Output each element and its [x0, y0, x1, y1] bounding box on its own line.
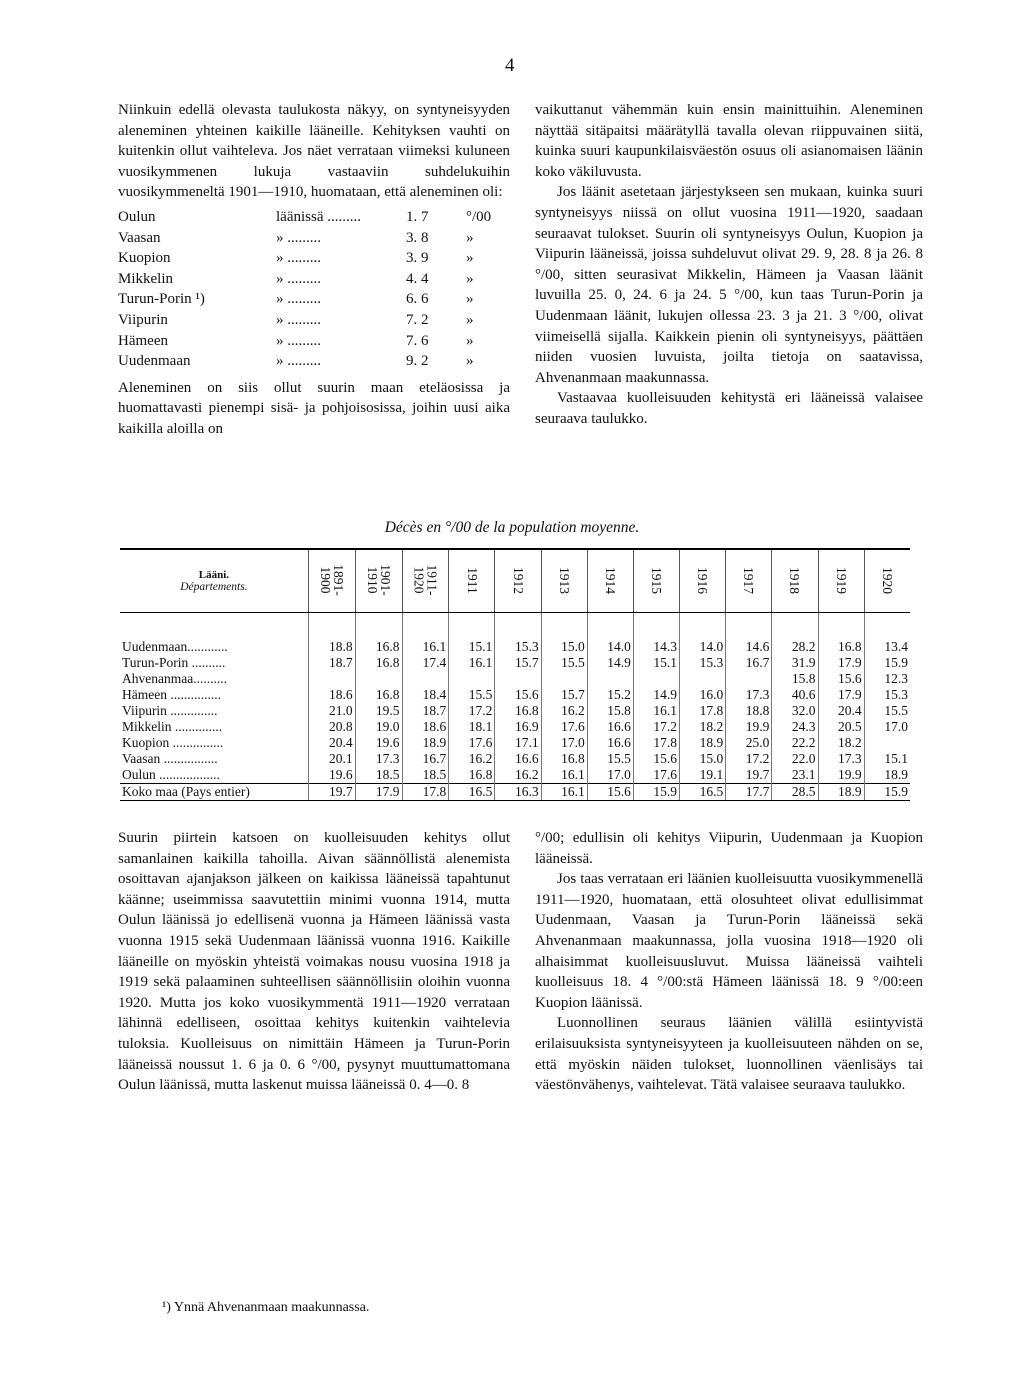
table-cell: 15.0	[680, 751, 726, 767]
table-cell	[355, 671, 402, 687]
row-label: Turun-Porin ..........	[122, 655, 226, 670]
table-row	[120, 751, 910, 767]
header-lani	[120, 549, 308, 613]
decline-desc: » .........	[276, 332, 321, 349]
table-cell: 12.3	[864, 671, 910, 687]
table-cell: 19.7	[308, 784, 355, 801]
table-cell: 40.6	[772, 687, 818, 703]
row-label: Ahvenanmaa..........	[122, 671, 227, 686]
column-header	[495, 549, 541, 613]
column-header-label: 1914	[602, 567, 618, 594]
column-header-label: 1917	[741, 567, 757, 594]
table-cell: 17.6	[541, 719, 587, 735]
table-cell: 13.4	[864, 613, 910, 656]
table-cell: 16.1	[541, 784, 587, 801]
table-cell: 22.0	[772, 751, 818, 767]
table-cell: 15.6	[587, 784, 633, 801]
table-row	[120, 784, 910, 801]
table-cell: 16.5	[680, 784, 726, 801]
table-cell: 16.6	[495, 751, 541, 767]
row-label: Uudenmaan............	[122, 639, 228, 654]
decline-value: 4. 4	[406, 270, 429, 287]
header-lani-label: Lääni.	[198, 569, 230, 581]
table-cell	[633, 671, 679, 687]
table-cell: 19.6	[308, 767, 355, 784]
column-header-label: 1911	[464, 567, 480, 594]
decline-unit: »	[466, 332, 474, 349]
decline-desc: » .........	[276, 353, 321, 370]
column-header	[772, 549, 818, 613]
table-cell: 14.9	[633, 687, 679, 703]
paragraph: Vastaavaa kuolleisuuden kehitystä eri lääneissä valaisee seuraava taulukko.	[535, 390, 923, 427]
table-cell: 15.6	[818, 671, 864, 687]
table-cell: 16.8	[355, 655, 402, 671]
table-cell: 16.2	[449, 751, 495, 767]
decline-value: 9. 2	[406, 353, 429, 370]
row-label: Kuopion ...............	[122, 735, 224, 750]
table-row	[120, 703, 910, 719]
decline-value: 7. 6	[406, 332, 429, 349]
table-cell: 19.0	[355, 719, 402, 735]
column-header-label: 1915	[648, 567, 664, 594]
column-header	[818, 549, 864, 613]
table-cell: 17.4	[402, 655, 449, 671]
table-cell: 15.5	[449, 687, 495, 703]
table-cell	[402, 671, 449, 687]
column-3	[118, 828, 510, 1096]
table-cell: 18.7	[308, 655, 355, 671]
table-cell: 16.8	[355, 687, 402, 703]
decline-name: Kuopion	[118, 250, 171, 267]
decline-unit: »	[466, 353, 474, 370]
column-header	[402, 549, 449, 613]
table-cell: 28.5	[772, 784, 818, 801]
table-cell: 14.9	[587, 655, 633, 671]
table-cell: 15.5	[541, 655, 587, 671]
table-cell: 19.5	[355, 703, 402, 719]
table-cell: 15.7	[495, 655, 541, 671]
table-cell: 25.0	[726, 735, 772, 751]
paragraph: Jos taas verrataan eri läänien kuolleisuutta vuosikymmenellä 1911—1920, huomataan, että olosuhteet olivat edullisimmat Uudenmaan, Vaasan ja Turun-Porin lääneissä sekä Ahvenanmaan maakunnassa, jolla vuosina 1918—1920 oli alhaisimmat kuolleisuusluvut. Muissa lääneissä vaihteli kuolleisuus 18. 4 °/00:stä Hämeen läänissä 18. 9 °/00:een Kuopion läänissä.	[535, 871, 923, 1011]
decline-unit: »	[466, 250, 474, 267]
paragraph: °/00; edullisin oli kehitys Viipurin, Uudenmaan ja Kuopion lääneissä.	[535, 830, 923, 867]
table-cell: 19.7	[726, 767, 772, 784]
decline-name: Viipurin	[118, 311, 168, 328]
table-cell: 15.3	[680, 655, 726, 671]
table-cell: 20.4	[308, 735, 355, 751]
table-cell	[541, 671, 587, 687]
table-row	[120, 719, 910, 735]
column-header-label: 1911- 1920	[411, 564, 440, 596]
table-cell: 17.8	[680, 703, 726, 719]
decline-unit: »	[466, 291, 474, 308]
table-cell: 15.5	[587, 751, 633, 767]
table-row	[120, 687, 910, 703]
table-cell: 16.6	[587, 719, 633, 735]
table-cell: 16.7	[402, 751, 449, 767]
table-cell: 17.2	[449, 703, 495, 719]
table-cell: 15.9	[633, 784, 679, 801]
table-cell: 18.2	[818, 735, 864, 751]
table-cell: 14.0	[680, 613, 726, 656]
decline-desc: » .........	[276, 311, 321, 328]
table-cell: 16.8	[355, 613, 402, 656]
table-cell: 19.9	[726, 719, 772, 735]
table-cell: 15.7	[541, 687, 587, 703]
table-cell: 16.5	[449, 784, 495, 801]
table-cell: 20.1	[308, 751, 355, 767]
table-cell: 18.9	[402, 735, 449, 751]
row-label: Koko maa (Pays entier)	[120, 784, 308, 801]
decline-row	[118, 289, 510, 310]
table-cell: 17.0	[541, 735, 587, 751]
table-cell: 16.2	[541, 703, 587, 719]
column-header-label: 1901- 1910	[364, 564, 393, 596]
paragraph: Jos läänit asetetaan järjestykseen sen mukaan, kuinka suuri syntyneisyys niissä on ollut vuosina 1911—1920, saadaan seuraavat tulokset. Suurin oli syntyneisyys Oulun, Kuopion ja Viipurin lääneissä, joissa suhdeluvut olivat 29. 9, 28. 8 ja 26. 8 °/00, sitten seurasivat Mikkelin, Hämeen ja Vaasan läänit luvuilla 25. 0, 24. 6 ja 24. 5 °/00, kun taas Turun-Porin ja Uudenmaan läänit, lukujen ollessa 23. 3 ja 21. 3 °/00, olivat viimeisellä sijalla. Kaikkein pienin oli syntyneisyys, päättäen niiden vuosien luvuista, joilta tietoja on saatavissa, Ahvenanmaan maakunnassa.	[535, 184, 923, 386]
column-header	[541, 549, 587, 613]
decline-value: 7. 2	[406, 311, 429, 328]
table-caption: Décès en °/00 de la population moyenne.	[384, 519, 640, 536]
table-cell: 23.1	[772, 767, 818, 784]
decline-unit: »	[466, 311, 474, 328]
table-cell: 16.6	[587, 735, 633, 751]
table-cell: 20.4	[818, 703, 864, 719]
table-row	[120, 735, 910, 751]
decline-unit: °/00	[466, 208, 492, 225]
table-cell: 32.0	[772, 703, 818, 719]
row-label: Vaasan ................	[122, 751, 218, 766]
table-cell	[495, 671, 541, 687]
decline-row	[118, 248, 510, 269]
column-header	[308, 549, 355, 613]
table-cell: 16.3	[495, 784, 541, 801]
table-cell: 18.9	[680, 735, 726, 751]
table-cell: 19.6	[355, 735, 402, 751]
table-cell: 17.2	[633, 719, 679, 735]
table-cell: 20.8	[308, 719, 355, 735]
paragraph: Luonnollinen seuraus läänien välillä esiintyvistä erilaisuuksista syntyneisyyteen ja kuolleisuuteen nähden on se, että myöskin näiden tulokset, luonnollinen väenlisäys tai väestönvähenys, vaihtelevat. Tätä valaisee seuraava taulukko.	[535, 1015, 923, 1094]
table-cell	[680, 671, 726, 687]
table-cell: 31.9	[772, 655, 818, 671]
paragraph: Suurin piirtein katsoen on kuolleisuuden kehitys ollut samanlainen kaikilla tahoilla. Aivan säännöllistä alenemista osoittavan ajanjakson jälkeen on kaikissa lääneissä tapahtunut käänne; useimmissa saavutettiin minimi vuonna 1914, mutta Oulun läänissä jo edellisenä vuonna ja Hämeen läänissä vasta vuonna 1915 sekä Uudenmaan läänissä vuonna 1916. Kaikille lääneille on myöskin yhteistä voimakas nousu vuosina 1918 ja 1919 sekä palaaminen suhteellisen säännöllisiin oloihin vuonna 1920. Mutta jos koko vuosikymmentä 1911—1920 verrataan lähinnä edelliseen, osoittaa kehitys kuitenkin vaihtelevia tuloksia. Kuolleisuus on nimittäin Hämeen ja Turun-Porin lääneissä noussut 1. 6 ja 0. 6 °/00, pysynyt muuttumattomana Oulun läänissä, mutta laskenut muissa lääneissä 0. 4—0. 8	[118, 830, 510, 1094]
decline-value: 3. 9	[406, 250, 429, 267]
table-cell: 17.9	[818, 687, 864, 703]
table-cell: 15.0	[541, 613, 587, 656]
table-cell: 15.5	[864, 703, 910, 719]
decline-name: Vaasan	[118, 229, 161, 246]
table-cell: 15.2	[587, 687, 633, 703]
table-cell	[587, 671, 633, 687]
decline-row	[118, 269, 510, 290]
column-1	[118, 100, 510, 440]
decline-unit: »	[466, 229, 474, 246]
table-row	[120, 671, 910, 687]
table-cell: 16.1	[633, 703, 679, 719]
column-header-label: 1913	[556, 567, 572, 594]
table-cell: 17.0	[587, 767, 633, 784]
column-header-label: 1912	[510, 567, 526, 594]
table-cell: 16.1	[449, 655, 495, 671]
column-header-label: 1916	[695, 567, 711, 594]
table-cell: 19.9	[818, 767, 864, 784]
decline-name: Uudenmaan	[118, 353, 191, 370]
table-cell: 17.6	[449, 735, 495, 751]
table-cell	[864, 735, 910, 751]
table-cell: 20.5	[818, 719, 864, 735]
table-cell: 18.2	[680, 719, 726, 735]
column-header	[587, 549, 633, 613]
table-cell: 15.1	[864, 751, 910, 767]
page-number: 4	[505, 55, 515, 76]
table-row	[120, 655, 910, 671]
table-cell: 17.6	[633, 767, 679, 784]
table-cell: 14.0	[587, 613, 633, 656]
table-cell: 17.3	[818, 751, 864, 767]
table-cell	[726, 671, 772, 687]
intro-paragraph: Niinkuin edellä olevasta taulukosta näkyy, on syntyneisyyden aleneminen yhteinen kaikille lääneille. Kehityksen vauhti on kuitenkin ollut vaihteleva. Jos näet verrataan viimeksi kuluneen vuosikymmenen lukuja vastaaviin suhdelukuihin vuosikymmeneltä 1901—1910, huomataan, että aleneminen oli:	[118, 102, 510, 201]
column-header	[449, 549, 495, 613]
table-cell: 15.8	[772, 671, 818, 687]
decline-desc: » .........	[276, 229, 321, 246]
decline-list	[118, 207, 510, 372]
decline-row	[118, 310, 510, 331]
column-header	[633, 549, 679, 613]
decline-value: 3. 8	[406, 229, 429, 246]
row-label: Oulun ..................	[122, 767, 220, 782]
table-cell: 16.1	[402, 613, 449, 656]
table-cell: 17.9	[818, 655, 864, 671]
table-cell: 24.3	[772, 719, 818, 735]
decline-row	[118, 228, 510, 249]
mortality-table	[120, 548, 910, 801]
decline-name: Mikkelin	[118, 270, 173, 287]
table-cell: 19.1	[680, 767, 726, 784]
table-cell: 17.8	[633, 735, 679, 751]
table-cell: 16.7	[726, 655, 772, 671]
table-cell: 15.1	[633, 655, 679, 671]
table-row	[120, 767, 910, 784]
table-cell: 17.3	[726, 687, 772, 703]
table-cell: 18.9	[818, 784, 864, 801]
decline-name: Hämeen	[118, 332, 168, 349]
decline-value: 1. 7	[406, 208, 429, 225]
table-cell: 17.2	[726, 751, 772, 767]
table-cell: 14.6	[726, 613, 772, 656]
table-cell: 15.9	[864, 655, 910, 671]
table-cell: 17.8	[402, 784, 449, 801]
decline-desc: läänissä .........	[276, 208, 361, 225]
row-label: Mikkelin ..............	[122, 719, 223, 734]
row-label: Viipurin ..............	[122, 703, 218, 718]
table-cell: 18.6	[308, 687, 355, 703]
table-cell: 16.9	[495, 719, 541, 735]
column-header-label: 1918	[787, 567, 803, 594]
column-header-label: 1920	[879, 567, 895, 594]
decline-desc: » .........	[276, 291, 321, 308]
table-row	[120, 613, 910, 656]
decline-name: Oulun	[118, 208, 156, 225]
decline-unit: »	[466, 270, 474, 287]
table-cell: 15.9	[864, 784, 910, 801]
footnote: ¹) Ynnä Ahvenanmaan maakunnassa.	[162, 1300, 370, 1315]
table-cell: 14.3	[633, 613, 679, 656]
table-cell: 18.5	[355, 767, 402, 784]
column-4	[535, 828, 923, 1096]
table-cell: 18.4	[402, 687, 449, 703]
decline-desc: » .........	[276, 250, 321, 267]
table-cell: 18.6	[402, 719, 449, 735]
column-header	[680, 549, 726, 613]
table-cell: 17.7	[726, 784, 772, 801]
table-cell: 17.9	[355, 784, 402, 801]
paragraph: vaikuttanut vähemmän kuin ensin mainittuihin. Aleneminen näyttää sitäpaitsi määrätyllä tavalla olevan riippuvainen siitä, kuinka suuri kaupunkilaisväestön osuus oli asianomaisen läänin koko väkiluvusta.	[535, 102, 923, 180]
table-cell: 21.0	[308, 703, 355, 719]
table-cell: 15.6	[495, 687, 541, 703]
table-cell: 15.8	[587, 703, 633, 719]
conclusion-paragraph: Aleneminen on siis ollut suurin maan eteläosissa ja huomattavasti pienempi sisä- ja pohjoisosissa, joihin uusi aika kaikilla aloilla on	[118, 379, 510, 437]
table-cell: 18.8	[308, 613, 355, 656]
decline-row	[118, 331, 510, 352]
table-cell: 16.8	[818, 613, 864, 656]
table-cell: 15.3	[864, 687, 910, 703]
table-cell: 15.6	[633, 751, 679, 767]
table-cell: 28.2	[772, 613, 818, 656]
table-cell	[308, 671, 355, 687]
column-2	[535, 100, 923, 430]
header-departements-label: Départements.	[180, 581, 248, 593]
table-cell: 16.8	[495, 703, 541, 719]
table-cell: 18.9	[864, 767, 910, 784]
table-cell: 18.5	[402, 767, 449, 784]
column-header	[726, 549, 772, 613]
table-cell: 16.2	[495, 767, 541, 784]
table-cell: 22.2	[772, 735, 818, 751]
decline-row	[118, 351, 510, 372]
table-cell: 18.1	[449, 719, 495, 735]
table-cell: 17.1	[495, 735, 541, 751]
table-cell: 16.8	[449, 767, 495, 784]
table-cell: 18.8	[726, 703, 772, 719]
table-cell: 18.7	[402, 703, 449, 719]
table-cell: 15.3	[495, 613, 541, 656]
row-label: Hämeen ...............	[122, 687, 221, 702]
decline-value: 6. 6	[406, 291, 429, 308]
table-cell: 15.1	[449, 613, 495, 656]
column-header	[864, 549, 910, 613]
table-cell: 16.1	[541, 767, 587, 784]
column-header-label: 1891- 1900	[317, 564, 346, 596]
table-cell: 16.0	[680, 687, 726, 703]
table-cell: 17.3	[355, 751, 402, 767]
table-cell: 16.8	[541, 751, 587, 767]
decline-name: Turun-Porin ¹)	[118, 291, 205, 308]
decline-desc: » .........	[276, 270, 321, 287]
table-cell: 17.0	[864, 719, 910, 735]
column-header-label: 1919	[833, 567, 849, 594]
column-header	[355, 549, 402, 613]
table-cell	[449, 671, 495, 687]
decline-row	[118, 207, 510, 228]
